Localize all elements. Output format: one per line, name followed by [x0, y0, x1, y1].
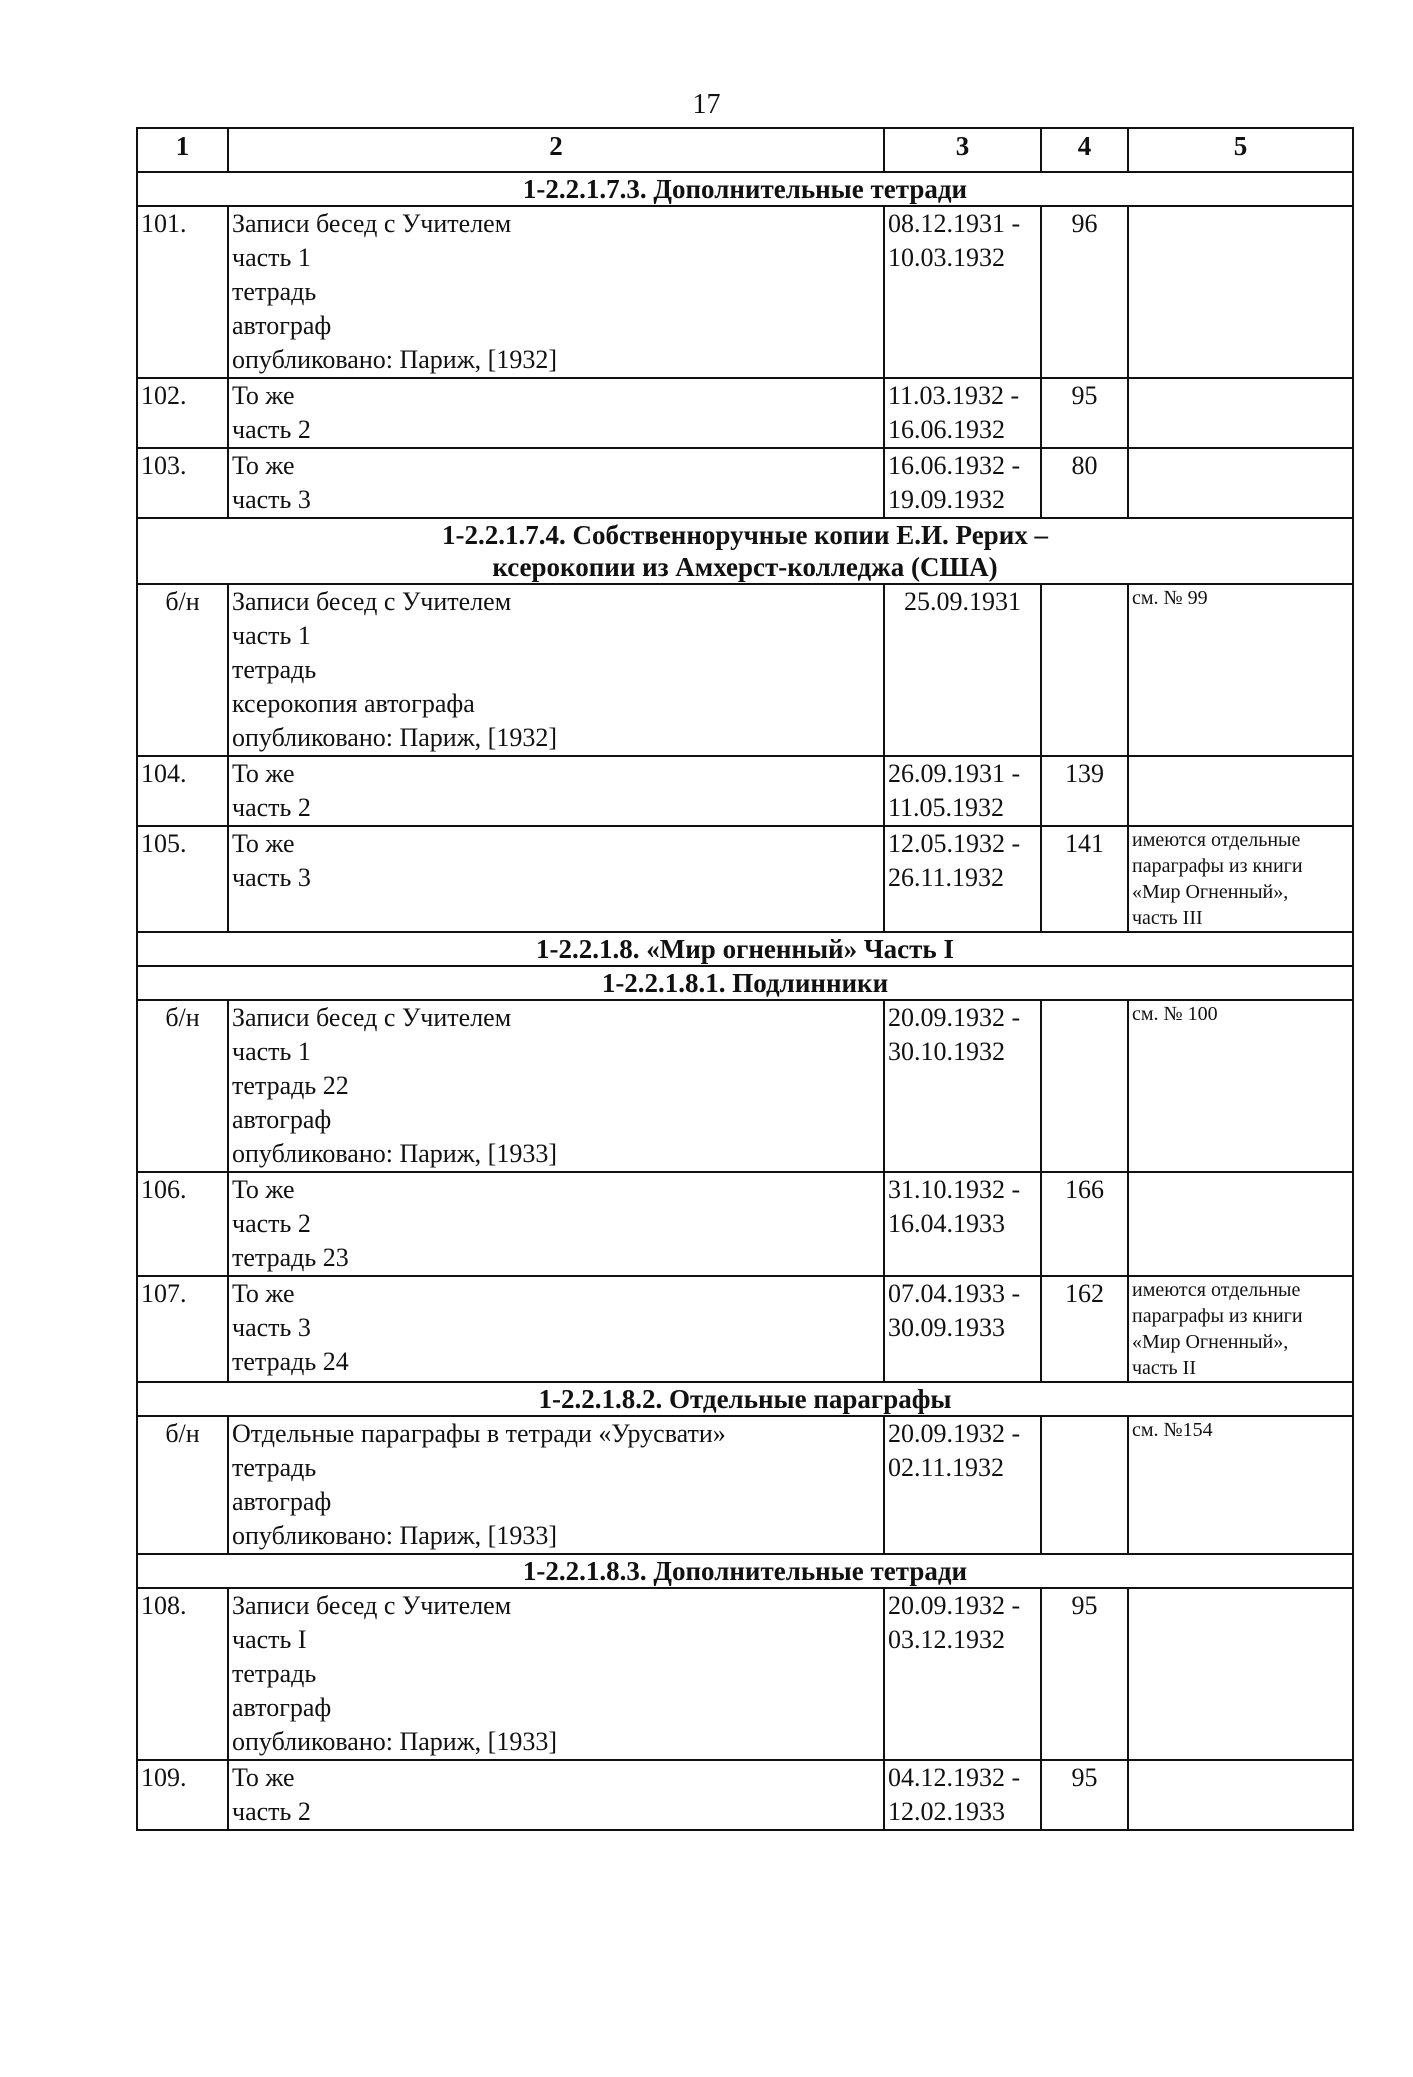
item-page-count: 95 — [1041, 1588, 1128, 1760]
section-heading — [137, 966, 1353, 1000]
description-line: опубликовано: Париж, [1933] — [232, 1727, 557, 1756]
description-line: То же — [232, 451, 295, 480]
column-header-4: 4 — [1041, 128, 1128, 172]
note-line: см. № 100 — [1132, 1003, 1218, 1025]
table-row — [137, 1000, 1353, 1172]
table-body — [137, 172, 1353, 1830]
description-line: часть 2 — [232, 1209, 311, 1238]
item-number: 103. — [137, 448, 228, 518]
section-title: 1-2.2.1.8.3. Дополнительные тетради — [522, 1556, 968, 1586]
section-title: 1-2.2.1.8.2. Отдельные параграфы — [538, 1384, 952, 1414]
item-description — [228, 1760, 884, 1830]
item-description — [228, 584, 884, 756]
description-line: автограф — [232, 1487, 332, 1516]
section-heading — [137, 518, 1353, 584]
description-line: ксерокопия автографа — [232, 689, 475, 718]
note-line: часть II — [1132, 1357, 1196, 1379]
table-row — [137, 1588, 1353, 1760]
date-line: 07.04.1933 - — [888, 1279, 1021, 1308]
item-date-range — [884, 1276, 1041, 1382]
date-line: 31.10.1932 - — [888, 1175, 1021, 1204]
item-page-count: 162 — [1041, 1276, 1128, 1382]
description-line: тетрадь 23 — [232, 1243, 349, 1272]
item-note — [1128, 378, 1353, 448]
item-number: 104. — [137, 756, 228, 826]
item-note — [1128, 1000, 1353, 1172]
description-line: часть 1 — [232, 621, 311, 650]
description-line: Записи бесед с Учителем — [232, 1591, 512, 1620]
item-page-count: 80 — [1041, 448, 1128, 518]
section-heading-row — [137, 932, 1353, 966]
table-row — [137, 584, 1353, 756]
section-heading-row — [137, 966, 1353, 1000]
date-line: 20.09.1932 - — [888, 1419, 1021, 1448]
item-date-range — [884, 378, 1041, 448]
item-number: б/н — [137, 1000, 228, 1172]
date-line: 02.11.1932 — [888, 1453, 1005, 1482]
description-line: часть 2 — [232, 793, 311, 822]
item-description — [228, 1588, 884, 1760]
item-note — [1128, 826, 1353, 932]
date-line: 04.12.1932 - — [888, 1763, 1021, 1792]
date-line: 12.05.1932 - — [888, 829, 1021, 858]
item-date-range — [884, 1000, 1041, 1172]
description-line: часть 1 — [232, 1037, 311, 1066]
column-header-5: 5 — [1128, 128, 1353, 172]
item-description — [228, 1000, 884, 1172]
column-number-header-row — [137, 128, 1353, 172]
item-note — [1128, 1588, 1353, 1760]
date-line: 03.12.1932 — [888, 1625, 1005, 1654]
item-description — [228, 378, 884, 448]
description-line: опубликовано: Париж, [1932] — [232, 345, 557, 374]
date-line: 16.06.1932 - — [888, 451, 1021, 480]
note-line: имеются отдельные — [1132, 829, 1301, 851]
item-page-count — [1041, 1000, 1128, 1172]
item-description — [228, 448, 884, 518]
description-line: То же — [232, 759, 295, 788]
section-title: 1-2.2.1.7.3. Дополнительные тетради — [522, 174, 968, 204]
description-line: часть 2 — [232, 1797, 311, 1826]
item-page-count: 95 — [1041, 1760, 1128, 1830]
description-line: тетрадь — [232, 655, 317, 684]
section-heading — [137, 932, 1353, 966]
description-line: автограф — [232, 311, 332, 340]
note-line: часть III — [1132, 907, 1203, 929]
item-date-range — [884, 1760, 1041, 1830]
item-description — [228, 1276, 884, 1382]
note-line: «Мир Огненный», — [1132, 1331, 1289, 1353]
item-number: б/н — [137, 1416, 228, 1554]
date-line: 26.09.1931 - — [888, 759, 1021, 788]
note-line: имеются отдельные — [1132, 1279, 1301, 1301]
note-line: «Мир Огненный», — [1132, 881, 1289, 903]
item-number: б/н — [137, 584, 228, 756]
item-note — [1128, 1276, 1353, 1382]
table-row — [137, 1172, 1353, 1276]
note-line: см. № 99 — [1132, 587, 1208, 609]
date-line: 12.02.1933 — [888, 1797, 1005, 1826]
item-page-count: 141 — [1041, 826, 1128, 932]
date-line: 26.11.1932 — [888, 863, 1005, 892]
item-page-count: 95 — [1041, 378, 1128, 448]
item-description — [228, 206, 884, 378]
date-line: 08.12.1931 - — [888, 209, 1021, 238]
item-date-range — [884, 1172, 1041, 1276]
description-line: Записи бесед с Учителем — [232, 587, 512, 616]
item-note — [1128, 1416, 1353, 1554]
item-page-count: 139 — [1041, 756, 1128, 826]
item-date-range — [884, 584, 1041, 756]
date-line: 20.09.1932 - — [888, 1591, 1021, 1620]
item-note — [1128, 448, 1353, 518]
section-heading-row — [137, 1382, 1353, 1416]
description-line: тетрадь — [232, 277, 317, 306]
item-note — [1128, 1172, 1353, 1276]
section-title: 1-2.2.1.7.4. Собственноручные копии Е.И. Рерих – — [442, 520, 1048, 550]
item-date-range — [884, 1588, 1041, 1760]
date-line: 11.03.1932 - — [888, 381, 1020, 410]
item-description — [228, 1172, 884, 1276]
description-line: тетрадь — [232, 1453, 317, 1482]
column-header-1: 1 — [137, 128, 228, 172]
description-line: Отдельные параграфы в тетради «Урусвати» — [232, 1419, 726, 1448]
date-line: 30.10.1932 — [888, 1037, 1005, 1066]
archive-inventory-table — [136, 127, 1354, 1831]
description-line: То же — [232, 829, 295, 858]
description-line: автограф — [232, 1693, 332, 1722]
description-line: То же — [232, 1763, 295, 1792]
section-heading — [137, 1382, 1353, 1416]
date-line: 11.05.1932 — [888, 793, 1005, 822]
section-heading — [137, 1554, 1353, 1588]
section-heading-row — [137, 172, 1353, 206]
date-line: 16.04.1933 — [888, 1209, 1005, 1238]
item-date-range — [884, 206, 1041, 378]
table-row — [137, 756, 1353, 826]
item-page-count — [1041, 1416, 1128, 1554]
description-line: опубликовано: Париж, [1933] — [232, 1139, 557, 1168]
description-line: То же — [232, 1175, 295, 1204]
column-header-2: 2 — [228, 128, 884, 172]
item-number: 109. — [137, 1760, 228, 1830]
item-number: 101. — [137, 206, 228, 378]
description-line: То же — [232, 381, 295, 410]
item-number: 105. — [137, 826, 228, 932]
table-row — [137, 826, 1353, 932]
date-line: 20.09.1932 - — [888, 1003, 1021, 1032]
page-number: 17 — [692, 89, 721, 120]
note-line: см. №154 — [1132, 1419, 1213, 1441]
item-description — [228, 756, 884, 826]
item-note — [1128, 206, 1353, 378]
section-title: 1-2.2.1.8. «Мир огненный» Часть I — [536, 934, 954, 964]
item-note — [1128, 584, 1353, 756]
table-row — [137, 378, 1353, 448]
item-date-range — [884, 756, 1041, 826]
item-note — [1128, 756, 1353, 826]
description-line: часть I — [232, 1625, 307, 1654]
section-heading-row — [137, 1554, 1353, 1588]
item-description — [228, 1416, 884, 1554]
table-row — [137, 1760, 1353, 1830]
description-line: опубликовано: Париж, [1933] — [232, 1521, 557, 1550]
date-line: 25.09.1931 — [904, 587, 1021, 616]
description-line: часть 3 — [232, 485, 311, 514]
description-line: часть 2 — [232, 415, 311, 444]
item-page-count: 96 — [1041, 206, 1128, 378]
description-line: тетрадь 22 — [232, 1071, 349, 1100]
description-line: То же — [232, 1279, 295, 1308]
description-line: Записи бесед с Учителем — [232, 209, 512, 238]
item-date-range — [884, 1416, 1041, 1554]
section-heading-row — [137, 518, 1353, 584]
description-line: часть 3 — [232, 863, 311, 892]
section-heading — [137, 172, 1353, 206]
item-date-range — [884, 826, 1041, 932]
item-number: 108. — [137, 1588, 228, 1760]
item-note — [1128, 1760, 1353, 1830]
date-line: 16.06.1932 — [888, 415, 1005, 444]
note-line: параграфы из книги — [1132, 1305, 1303, 1327]
date-line: 10.03.1932 — [888, 243, 1005, 272]
description-line: часть 1 — [232, 243, 311, 272]
note-line: параграфы из книги — [1132, 855, 1303, 877]
description-line: автограф — [232, 1105, 332, 1134]
description-line: опубликовано: Париж, [1932] — [232, 723, 557, 752]
item-date-range — [884, 448, 1041, 518]
item-description — [228, 826, 884, 932]
item-page-count — [1041, 584, 1128, 756]
column-header-3: 3 — [884, 128, 1041, 172]
section-title-continued: ксерокопии из Амхерст-колледжа (США) — [492, 552, 998, 582]
description-line: часть 3 — [232, 1313, 311, 1342]
table-row — [137, 448, 1353, 518]
item-number: 106. — [137, 1172, 228, 1276]
table-row — [137, 206, 1353, 378]
table-row — [137, 1416, 1353, 1554]
item-number: 102. — [137, 378, 228, 448]
date-line: 30.09.1933 — [888, 1313, 1005, 1342]
description-line: тетрадь — [232, 1659, 317, 1688]
description-line: Записи бесед с Учителем — [232, 1003, 512, 1032]
table-row — [137, 1276, 1353, 1382]
section-title: 1-2.2.1.8.1. Подлинники — [601, 968, 889, 998]
item-number: 107. — [137, 1276, 228, 1382]
description-line: тетрадь 24 — [232, 1347, 349, 1376]
item-page-count: 166 — [1041, 1172, 1128, 1276]
date-line: 19.09.1932 — [888, 485, 1005, 514]
